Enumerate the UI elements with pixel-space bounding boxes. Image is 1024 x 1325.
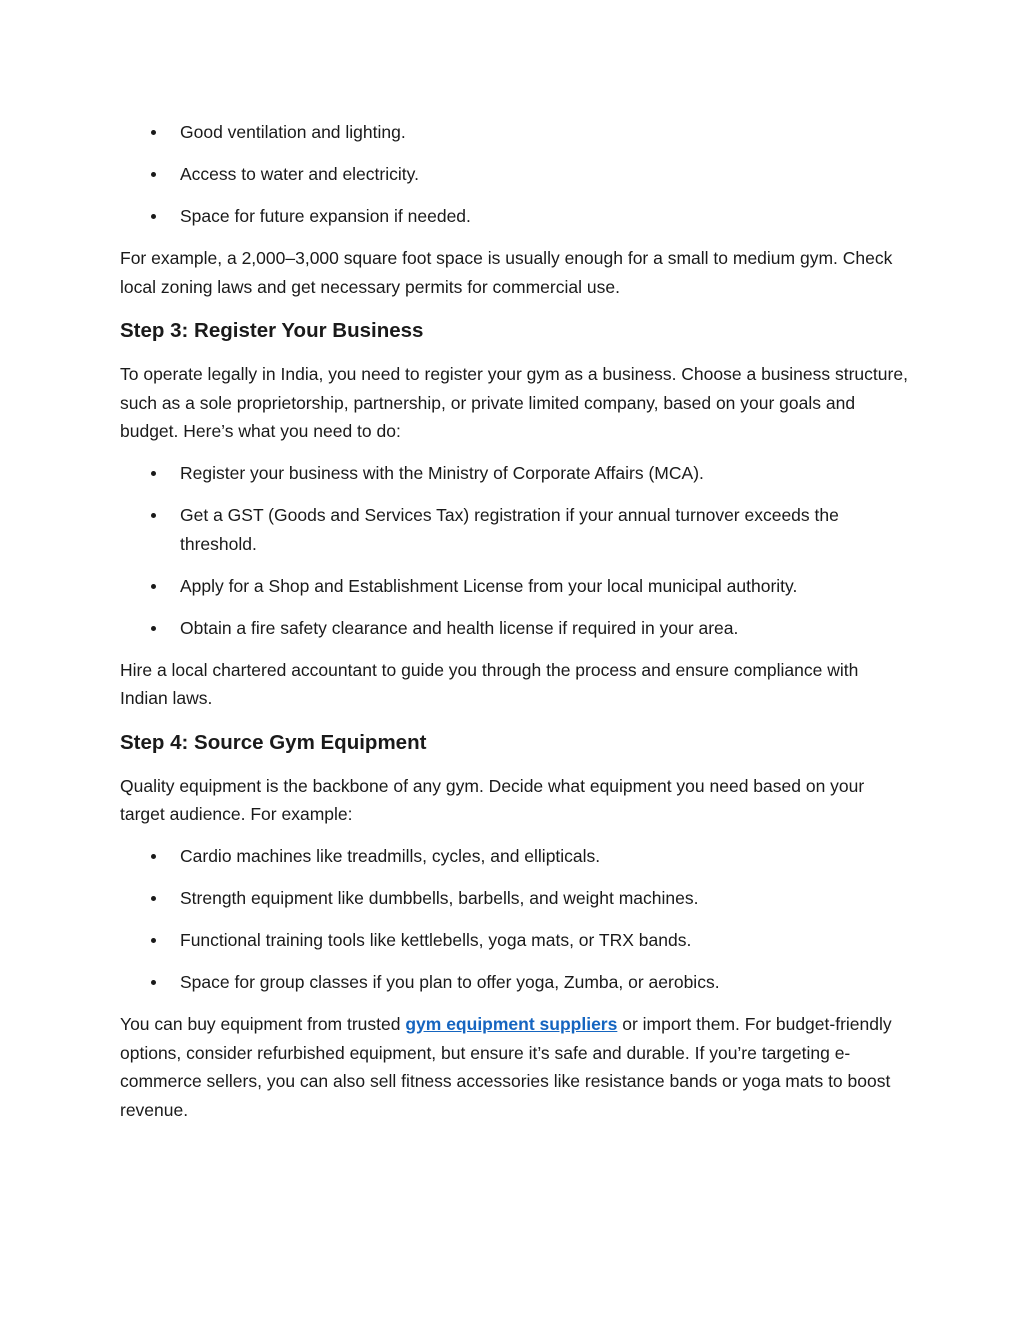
- bullet-icon: [151, 471, 156, 476]
- list-item: [120, 202, 910, 231]
- list-item: [120, 614, 910, 643]
- step3-list: [120, 459, 910, 642]
- list-item: [120, 501, 910, 558]
- list-item-text: Functional training tools like kettlebells, yoga mats, or TRX bands.: [180, 930, 692, 950]
- list-item: [120, 118, 910, 147]
- step4-outro-paragraph: [120, 1010, 910, 1124]
- list-item: [120, 926, 910, 955]
- step3-outro-paragraph: Hire a local chartered accountant to guide you through the process and ensure compliance with Indian laws.: [120, 659, 859, 708]
- bullet-icon: [151, 854, 156, 859]
- list-item-text: Register your business with the Ministry of Corporate Affairs (MCA).: [180, 463, 704, 483]
- requirements-list: [120, 118, 910, 231]
- list-item: [120, 572, 910, 601]
- list-item-text: Space for group classes if you plan to offer yoga, Zumba, or aerobics.: [180, 972, 720, 992]
- list-item: [120, 884, 910, 913]
- bullet-icon: [151, 214, 156, 219]
- step3-heading: Step 3: Register Your Business: [120, 319, 424, 342]
- outro-text-before: You can buy equipment from trusted: [120, 1014, 406, 1034]
- list-item: [120, 160, 910, 189]
- list-item: [120, 459, 910, 488]
- list-item-text: Apply for a Shop and Establishment License from your local municipal authority.: [180, 575, 798, 596]
- bullet-icon: [151, 980, 156, 985]
- step3-intro-paragraph: To operate legally in India, you need to register your gym as a business. Choose a business structure, such as a sole proprietorship, partnership, or private limited company, based on your goals and budget. Here’s what you need to do:: [120, 364, 908, 441]
- gym-equipment-suppliers-link[interactable]: gym equipment suppliers: [405, 1014, 618, 1034]
- bullet-icon: [151, 896, 156, 901]
- document-page: [120, 118, 910, 1138]
- list-item-text: Get a GST (Goods and Services Tax) registration if your annual turnover exceeds the threshold.: [180, 505, 839, 554]
- list-item-text: Space for future expansion if needed.: [180, 206, 471, 226]
- list-item-text: Obtain a fire safety clearance and health license if required in your area.: [180, 617, 739, 638]
- list-item: [120, 842, 910, 871]
- bullet-icon: [151, 584, 156, 589]
- list-item: [120, 968, 910, 997]
- bullet-icon: [151, 626, 156, 631]
- outro-text-after: or import them. For budget-friendly options, consider refurbished equipment, but ensure it’s safe and durable. If you’re targeting e-commerce sellers, you can also sell fitness accessories like resistance bands or yoga mats to boost revenue.: [120, 1014, 892, 1120]
- example-paragraph: For example, a 2,000–3,000 square foot space is usually enough for a small to medium gym. Check local zoning laws and get necessary permits for commercial use.: [120, 248, 893, 297]
- list-item-text: Access to water and electricity.: [180, 164, 419, 184]
- bullet-icon: [151, 172, 156, 177]
- list-item-text: Cardio machines like treadmills, cycles, and ellipticals.: [180, 846, 601, 866]
- step4-intro-paragraph: Quality equipment is the backbone of any gym. Decide what equipment you need based on your target audience. For example:: [120, 775, 865, 824]
- bullet-icon: [151, 513, 156, 518]
- step4-heading: Step 4: Source Gym Equipment: [120, 730, 427, 754]
- bullet-icon: [151, 130, 156, 135]
- step4-list: [120, 842, 910, 997]
- list-item-text: Strength equipment like dumbbells, barbells, and weight machines.: [180, 888, 699, 908]
- bullet-icon: [151, 938, 156, 943]
- list-item-text: Good ventilation and lighting.: [180, 122, 406, 142]
